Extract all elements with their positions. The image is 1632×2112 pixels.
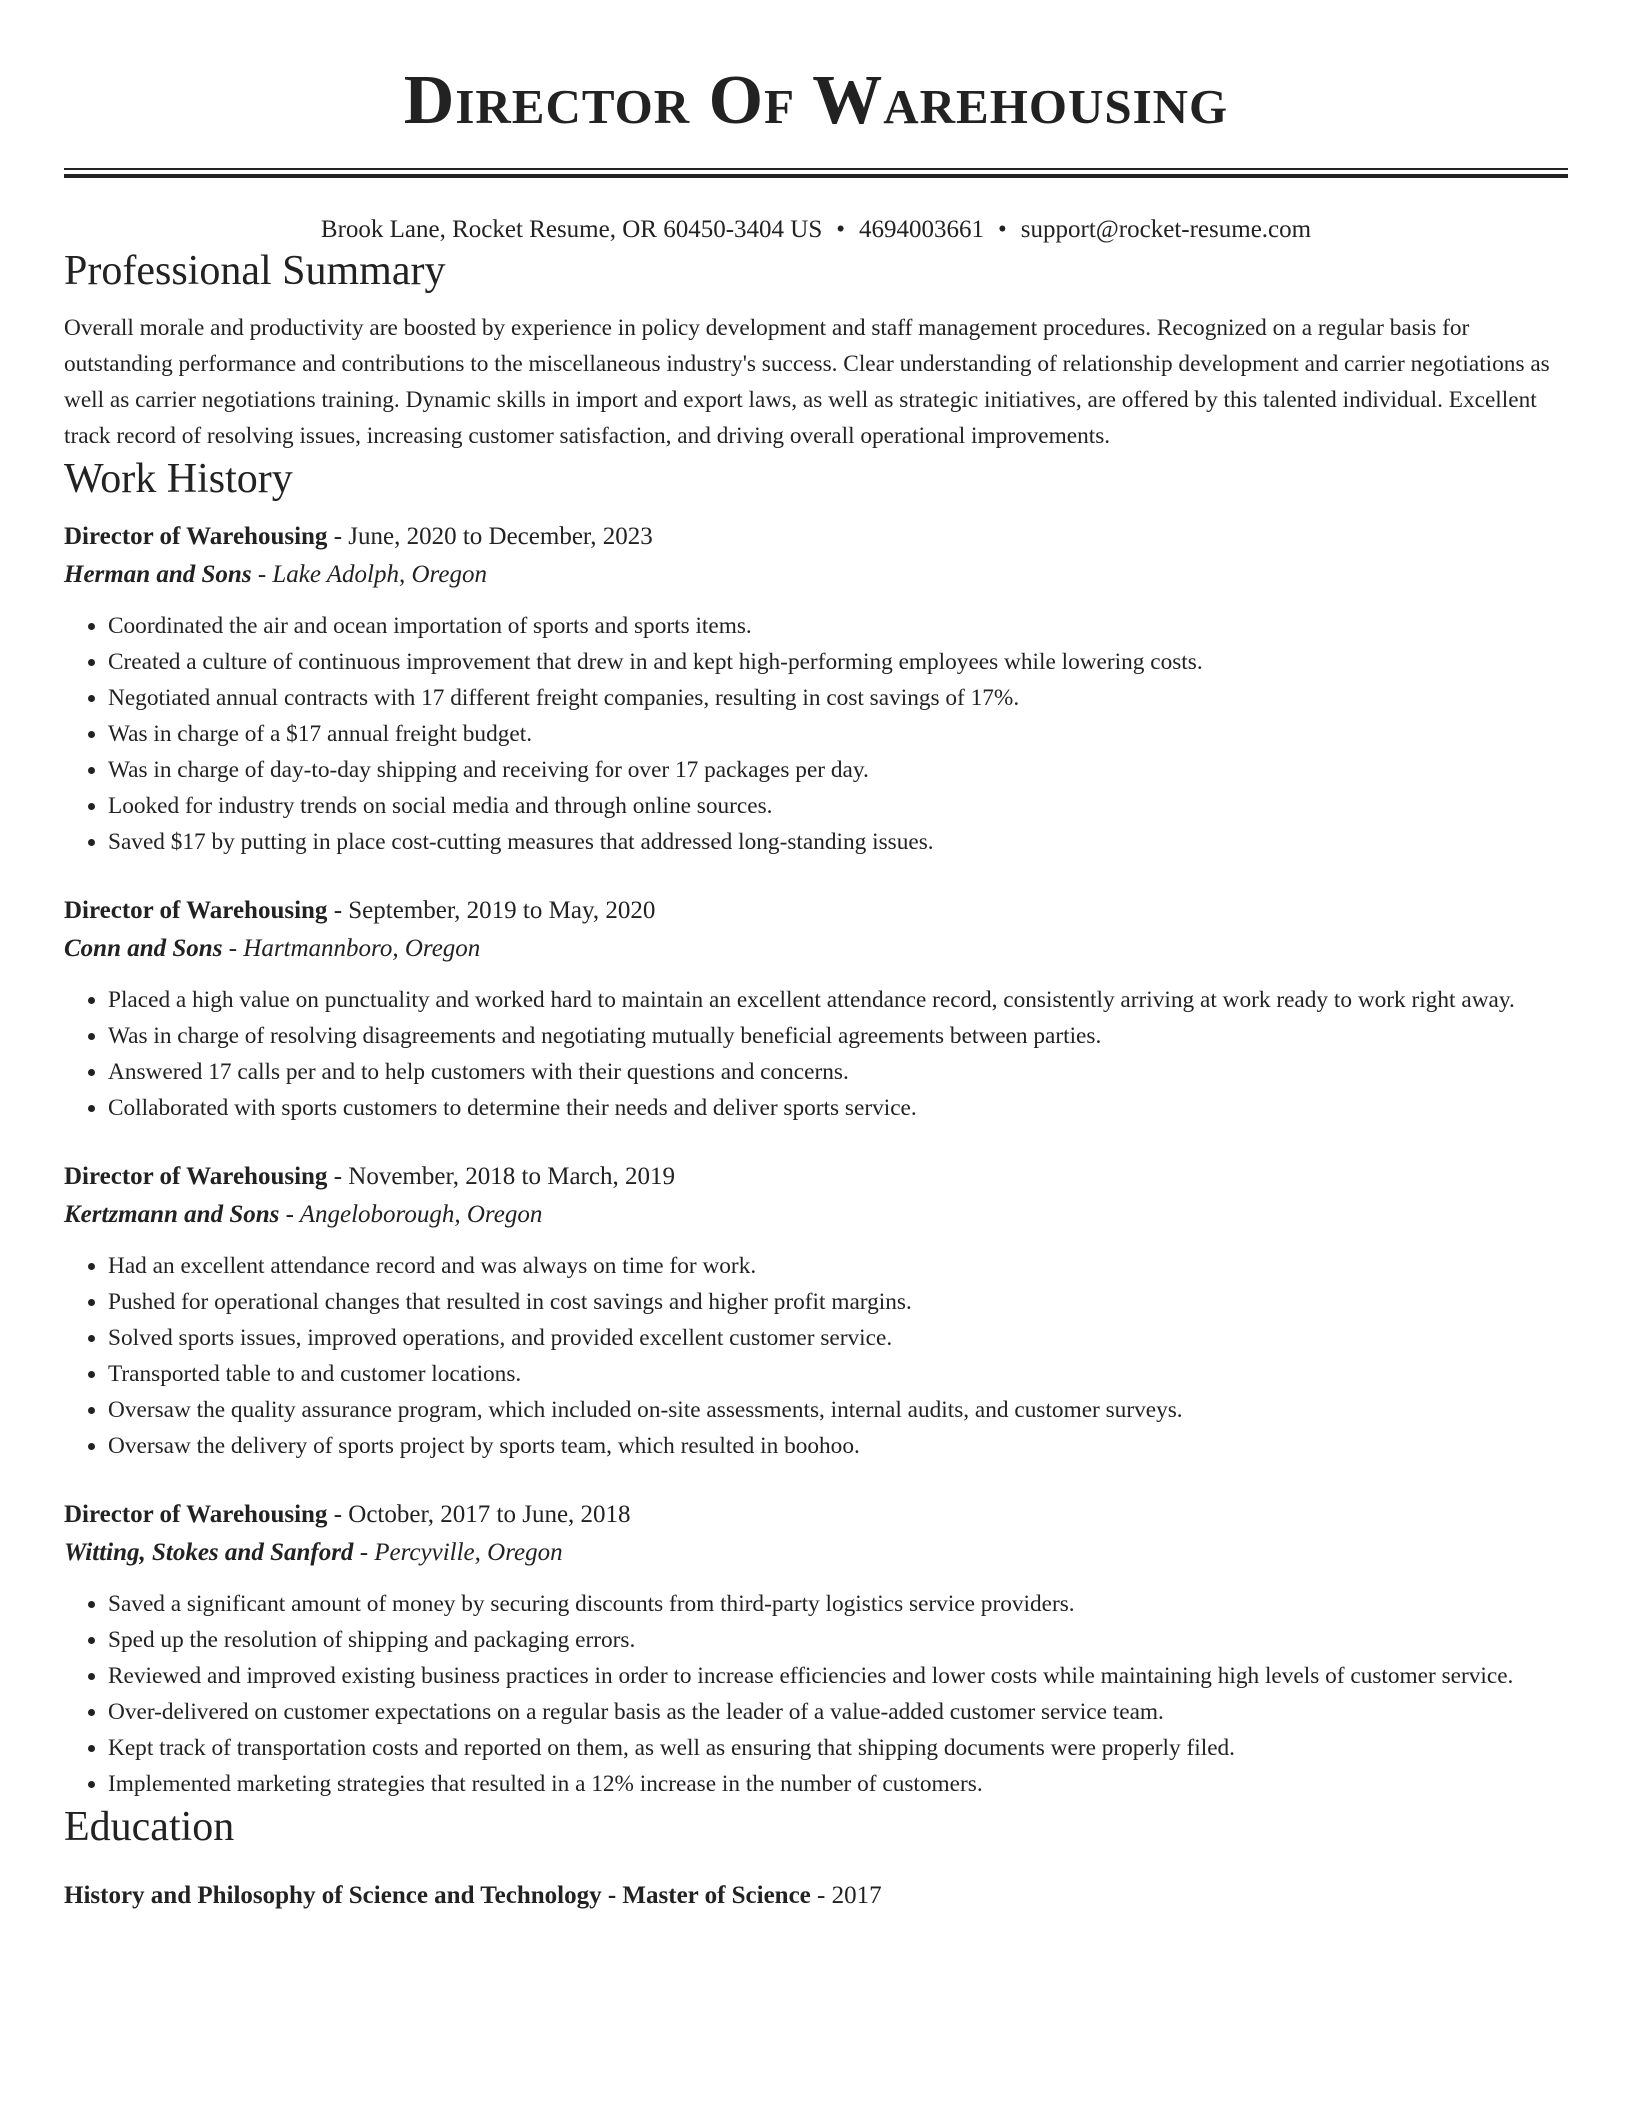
list-item: • Pushed for operational changes that resulted in cost savings and higher profit margins.	[108, 1284, 1568, 1320]
job-location: - Percyville, Oregon	[353, 1539, 563, 1566]
list-item: • Solved sports issues, improved operations, and provided excellent customer service.	[108, 1320, 1568, 1356]
job-company: Witting, Stokes and Sanford	[64, 1539, 354, 1566]
list-item: • Placed a high value on punctuality and worked hard to maintain an excellent attendance record, consistently arriving at work ready to work right away.	[108, 982, 1568, 1018]
education-year: - 2017	[810, 1882, 882, 1909]
education-degree: History and Philosophy of Science and Technology - Master of Science	[64, 1882, 811, 1909]
contact-line	[64, 214, 1568, 246]
job-title: Director of Warehousing	[64, 1501, 328, 1528]
job-header	[64, 1496, 1568, 1534]
education-entry	[64, 1878, 1568, 1914]
job-header	[64, 892, 1568, 930]
job-entry	[64, 518, 1568, 860]
job-title: Director of Warehousing	[64, 523, 328, 550]
job-company-line	[64, 930, 1568, 968]
job-bullets	[64, 982, 1568, 1126]
job-bullets	[64, 1248, 1568, 1464]
list-item: • Was in charge of a $17 annual freight budget.	[108, 716, 1568, 752]
job-company: Conn and Sons	[64, 935, 223, 962]
list-item: • Looked for industry trends on social media and through online sources.	[108, 788, 1568, 824]
contact-address: Brook Lane, Rocket Resume, OR 60450-3404 US	[320, 216, 823, 243]
contact-separator: •	[998, 216, 1007, 243]
job-dates: - September, 2019 to May, 2020	[327, 897, 656, 924]
summary-heading: Professional Summary	[64, 248, 446, 294]
job-company-line	[64, 1534, 1568, 1572]
job-dates: - June, 2020 to December, 2023	[327, 523, 653, 550]
list-item: • Transported table to and customer locations.	[108, 1356, 1568, 1392]
job-title: Director of Warehousing	[64, 1163, 328, 1190]
list-item: • Saved $17 by putting in place cost-cutting measures that addressed long-standing issues.	[108, 824, 1568, 860]
list-item: • Was in charge of day-to-day shipping and receiving for over 17 packages per day.	[108, 752, 1568, 788]
resume-page	[64, 0, 1568, 1914]
contact-email: support@rocket-resume.com	[1020, 216, 1312, 243]
job-company: Herman and Sons	[64, 561, 252, 588]
contact-separator: •	[836, 216, 846, 243]
job-location: - Angeloborough, Oregon	[279, 1201, 543, 1228]
job-entry	[64, 892, 1568, 1126]
list-item: • Collaborated with sports customers to determine their needs and deliver sports service.	[108, 1090, 1568, 1126]
job-company: Kertzmann and Sons	[64, 1201, 280, 1228]
work-history-heading: Work History	[64, 456, 293, 502]
job-location: - Lake Adolph, Oregon	[251, 561, 487, 588]
job-company-line	[64, 1196, 1568, 1234]
job-bullets	[64, 608, 1568, 860]
job-location: - Hartmannboro, Oregon	[222, 935, 481, 962]
list-item: • Sped up the resolution of shipping and packaging errors.	[108, 1622, 1568, 1658]
list-item: • Kept track of transportation costs and reported on them, as well as ensuring that shipping documents were properly filed.	[108, 1730, 1568, 1766]
list-item: • Oversaw the quality assurance program, which included on-site assessments, internal audits, and customer surveys.	[108, 1392, 1568, 1428]
list-item: • Over-delivered on customer expectations on a regular basis as the leader of a value-added customer service team.	[108, 1694, 1568, 1730]
job-header	[64, 518, 1568, 556]
list-item: • Created a culture of continuous improvement that drew in and kept high-performing employees while lowering costs.	[108, 644, 1568, 680]
education-heading: Education	[64, 1804, 235, 1850]
job-header	[64, 1158, 1568, 1196]
contact-phone: 4694003661	[859, 216, 985, 243]
summary-text: Overall morale and productivity are boosted by experience in policy development and staff management procedures. Recognized on a regular basis for outstanding performance and contributions to the miscellaneous industry's success. Clear understanding of relationship development and carrier negotiations as well as carrier negotiations training. Dynamic skills in import and export laws, as well as strategic initiatives, are offered by this talented individual. Excellent track record of resolving issues, increasing customer satisfaction, and driving overall operational improvements.	[64, 315, 1550, 449]
list-item: • Oversaw the delivery of sports project by sports team, which resulted in boohoo.	[108, 1428, 1568, 1464]
resume-title: Director Of Warehousing	[403, 62, 1229, 139]
job-dates: - November, 2018 to March, 2019	[327, 1163, 675, 1190]
job-company-line	[64, 556, 1568, 594]
job-dates: - October, 2017 to June, 2018	[327, 1501, 631, 1528]
list-item: • Was in charge of resolving disagreements and negotiating mutually beneficial agreements between parties.	[108, 1018, 1568, 1054]
list-item: • Saved a significant amount of money by securing discounts from third-party logistics service providers.	[108, 1586, 1568, 1622]
job-entry	[64, 1158, 1568, 1464]
list-item: • Coordinated the air and ocean importation of sports and sports items.	[108, 608, 1568, 644]
list-item: • Had an excellent attendance record and was always on time for work.	[108, 1248, 1568, 1284]
job-bullets	[64, 1586, 1568, 1802]
list-item: • Reviewed and improved existing business practices in order to increase efficiencies and lower costs while maintaining high levels of customer service.	[108, 1658, 1568, 1694]
list-item: • Implemented marketing strategies that resulted in a 12% increase in the number of customers.	[108, 1766, 1568, 1802]
job-title: Director of Warehousing	[64, 897, 328, 924]
list-item: • Negotiated annual contracts with 17 different freight companies, resulting in cost savings of 17%.	[108, 680, 1568, 716]
list-item: • Answered 17 calls per and to help customers with their questions and concerns.	[108, 1054, 1568, 1090]
title-divider	[64, 168, 1568, 178]
job-entry	[64, 1496, 1568, 1802]
